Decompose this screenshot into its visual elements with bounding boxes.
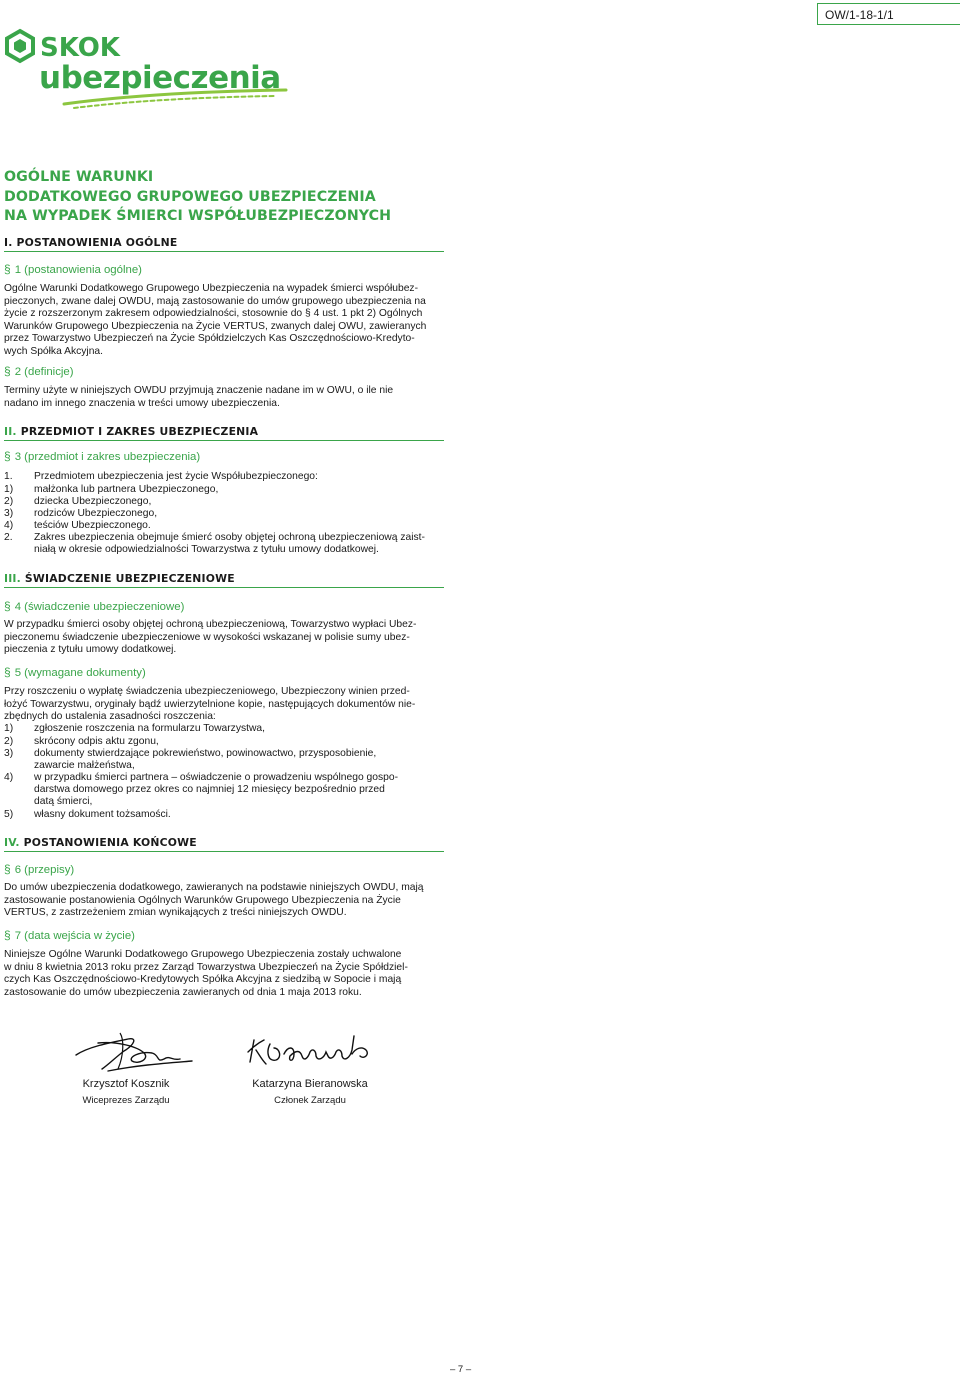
page-number: – 7 – — [450, 1364, 472, 1375]
paragraph-heading-6: § 6 (przepisy) — [4, 862, 75, 876]
paragraph-heading-4: § 4 (świadczenie ubezpieczeniowe) — [4, 599, 185, 613]
paragraph-heading-5: § 5 (wymagane dokumenty) — [4, 665, 146, 679]
section-heading-2: II. PRZEDMIOT I ZAKRES UBEZPIECZENIA — [4, 425, 444, 441]
paragraph-heading-2: § 2 (definicje) — [4, 364, 74, 378]
paragraph-heading-3: § 3 (przedmiot i zakres ubezpieczenia) — [4, 449, 201, 463]
title-line: OGÓLNE WARUNKI — [4, 169, 154, 185]
paragraph-body-5: Przy roszczeniu o wypłatę świadczenia ubezpieczeniowego, Ubezpieczony winien przed- łożyć Towarzystwu, oryginały bądź uwierzytelnione kopie, następujących dokumentów nie- zbędnych do ustalenia zasadności roszczenia: — [4, 686, 416, 723]
document-code: OW/1-18-1/1 — [817, 3, 960, 25]
section-sign-icon: § — [4, 665, 11, 679]
signature-bieranowska-image — [244, 1032, 384, 1072]
signatory-role: Wiceprezes Zarządu — [82, 1095, 170, 1106]
paragraph-body-1: Ogólne Warunki Dodatkowego Grupowego Ubezpieczenia na wypadek śmierci współubez- pieczonych, zwane dalej OWDU, mają zastosowanie do umów grupowego ubezpieczenia na życie z rozszerzonym zakresem odpowiedzialności, stosownie do § 4 ust. 1 pkt 2) Ogólnych Warunków Grupowego Ubezpieczenia na Życie VERTUS, zwanych dalej OWU, zawieranych przez Towarzystwo Ubezpieczeń na Życie Spółdzielczych Kas Oszczędnościowo-Kredyto- wych Spółka Akcyjna. — [4, 283, 427, 357]
signatory-name: Krzysztof Kosznik — [82, 1078, 170, 1090]
section-sign-icon: § — [4, 449, 11, 463]
title-line: DODATKOWEGO GRUPOWEGO UBEZPIECZENIA — [4, 188, 376, 205]
signature-block-2 — [234, 1078, 386, 1106]
section-sign-icon: § — [4, 364, 11, 378]
paragraph-body-7: Niniejsze Ogólne Warunki Dodatkowego Grupowego Ubezpieczenia zostały uchwalone w dniu 8 kwietnia 2013 roku przez Zarząd Towarzystwa Ubezpieczeń na Życie Spółdziel- czych Kas Oszczędnościowo-Kredytowych Spółka Akcyjna z siedzibą w Sopocie i mają zastosowanie do umów ubezpieczenia zawieranych od dnia 1 maja 2013 roku. — [4, 949, 408, 998]
paragraph-body-2: Terminy użyte w niniejszych OWDU przyjmują znaczenie nadane im w OWU, o ile nie nadano im innego znaczenia w treści umowy ubezpieczenia. — [4, 385, 394, 409]
section-sign-icon: § — [4, 262, 11, 276]
section-sign-icon: § — [4, 599, 11, 613]
signature-kosznik-image — [68, 1025, 198, 1080]
svg-text:ubezpieczenia: ubezpieczenia — [39, 60, 281, 96]
document-title — [4, 168, 444, 227]
section-heading-4: IV. POSTANOWIENIA KOŃCOWE — [4, 836, 444, 852]
signature-block-1 — [58, 1078, 194, 1106]
svg-text:SKOK: SKOK — [40, 33, 120, 63]
section-heading-1: I. POSTANOWIENIA OGÓLNE — [4, 236, 444, 252]
paragraph-body-4: W przypadku śmierci osoby objętej ochroną ubezpieczeniową, Towarzystwo wypłaci Ubez- pieczonemu świadczenie ubezpieczeniowe w wysokości wskazanej w polisie sumy ubez- pieczenia z tytułu umowy dodatkowej. — [4, 619, 417, 656]
logo-mark-icon — [7, 31, 33, 61]
signatory-name: Katarzyna Bieranowska — [252, 1078, 368, 1090]
title-line: NA WYPADEK ŚMIERCI WSPÓŁUBEZPIECZONYCH — [4, 208, 392, 224]
section-heading-3: III. ŚWIADCZENIE UBEZPIECZENIOWE — [4, 572, 444, 588]
section-sign-icon: § — [4, 862, 11, 876]
paragraph-heading-7: § 7 (data wejścia w życie) — [4, 928, 135, 942]
signatory-role: Członek Zarządu — [274, 1095, 346, 1106]
section-sign-icon: § — [4, 928, 11, 942]
paragraph-heading-1: § 1 (postanowienia ogólne) — [4, 262, 142, 276]
paragraph-body-6: Do umów ubezpieczenia dodatkowego, zawieranych na podstawie niniejszych OWDU, mają zastosowanie postanowienia Ogólnych Warunków Grupowego Ubezpieczenia na Życie VERTUS, z zastrzeżeniem zmian wynikających z treści niniejszych OWDU. — [4, 882, 424, 919]
skok-logo — [4, 28, 294, 114]
